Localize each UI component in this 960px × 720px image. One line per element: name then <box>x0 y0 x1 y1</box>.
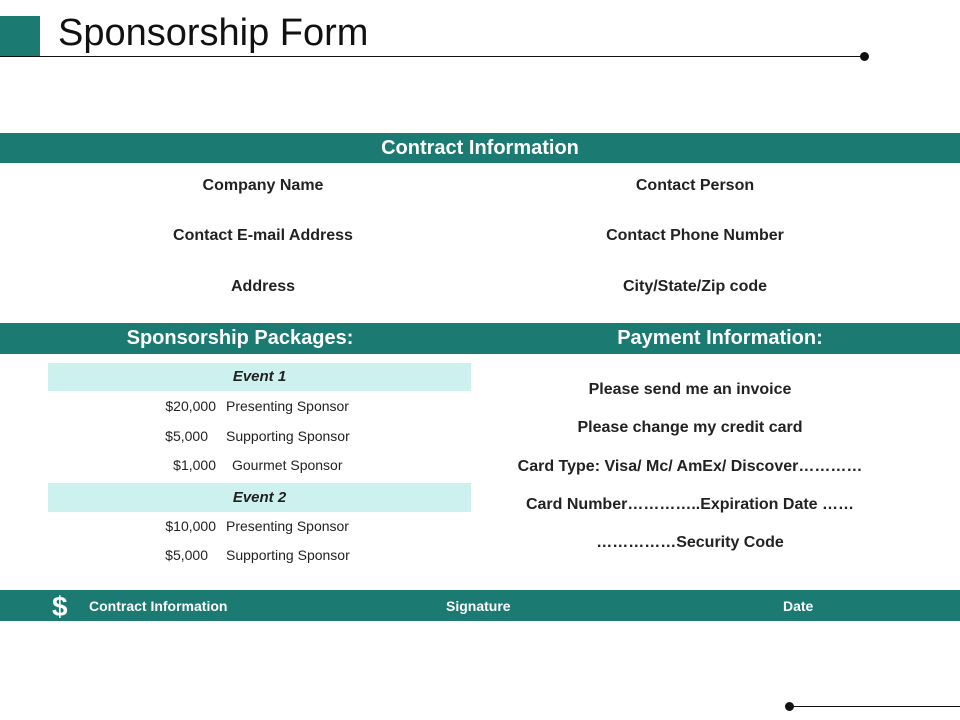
package-amount: $20,000 <box>165 398 216 414</box>
packages-payment-header <box>0 323 960 354</box>
footer-divider <box>790 706 960 707</box>
city-state-zip-field: City/State/Zip code <box>622 278 768 295</box>
contact-person-field: Contact Person <box>635 177 755 194</box>
card-number-line: Card Number…………..Expiration Date …… <box>525 496 855 513</box>
accent-square <box>0 16 40 56</box>
page-title: Sponsorship Form <box>58 12 369 54</box>
title-divider-dot <box>860 52 869 61</box>
payment-information-title: Payment Information: <box>617 327 823 349</box>
contact-phone-field: Contact Phone Number <box>606 227 784 244</box>
credit-card-option: Please change my credit card <box>577 419 803 436</box>
footer-divider-dot <box>785 702 794 711</box>
company-name-field: Company Name <box>202 177 324 194</box>
title-divider <box>0 56 864 57</box>
signature-label: Signature <box>446 598 511 614</box>
security-code-line: ……………Security Code <box>596 534 784 551</box>
package-label: Presenting Sponsor <box>226 398 349 414</box>
package-label: Supporting Sponsor <box>226 428 350 444</box>
contract-information-title: Contract Information <box>381 137 579 159</box>
package-amount: $5,000 <box>165 547 208 563</box>
date-label: Date <box>783 598 814 614</box>
contract-information-header <box>0 133 960 163</box>
event-2-header: Event 2 <box>48 483 471 512</box>
package-amount: $10,000 <box>165 518 216 534</box>
event-1-header: Event 1 <box>48 363 471 391</box>
package-amount: $5,000 <box>165 428 208 444</box>
contact-email-field: Contact E-mail Address <box>173 227 353 244</box>
sponsorship-packages-title: Sponsorship Packages: <box>126 327 354 349</box>
invoice-option: Please send me an invoice <box>588 381 792 398</box>
package-label: Presenting Sponsor <box>226 518 349 534</box>
footer-bar <box>0 590 960 621</box>
package-amount: $1,000 <box>173 457 216 473</box>
dollar-icon: $ <box>52 591 68 622</box>
card-type-line: Card Type: Visa/ Mc/ AmEx/ Discover………… <box>517 458 863 475</box>
footer-contract-label: Contract Information <box>89 598 228 614</box>
address-field: Address <box>230 278 296 295</box>
package-label: Supporting Sponsor <box>226 547 350 563</box>
package-label: Gourmet Sponsor <box>232 457 343 473</box>
